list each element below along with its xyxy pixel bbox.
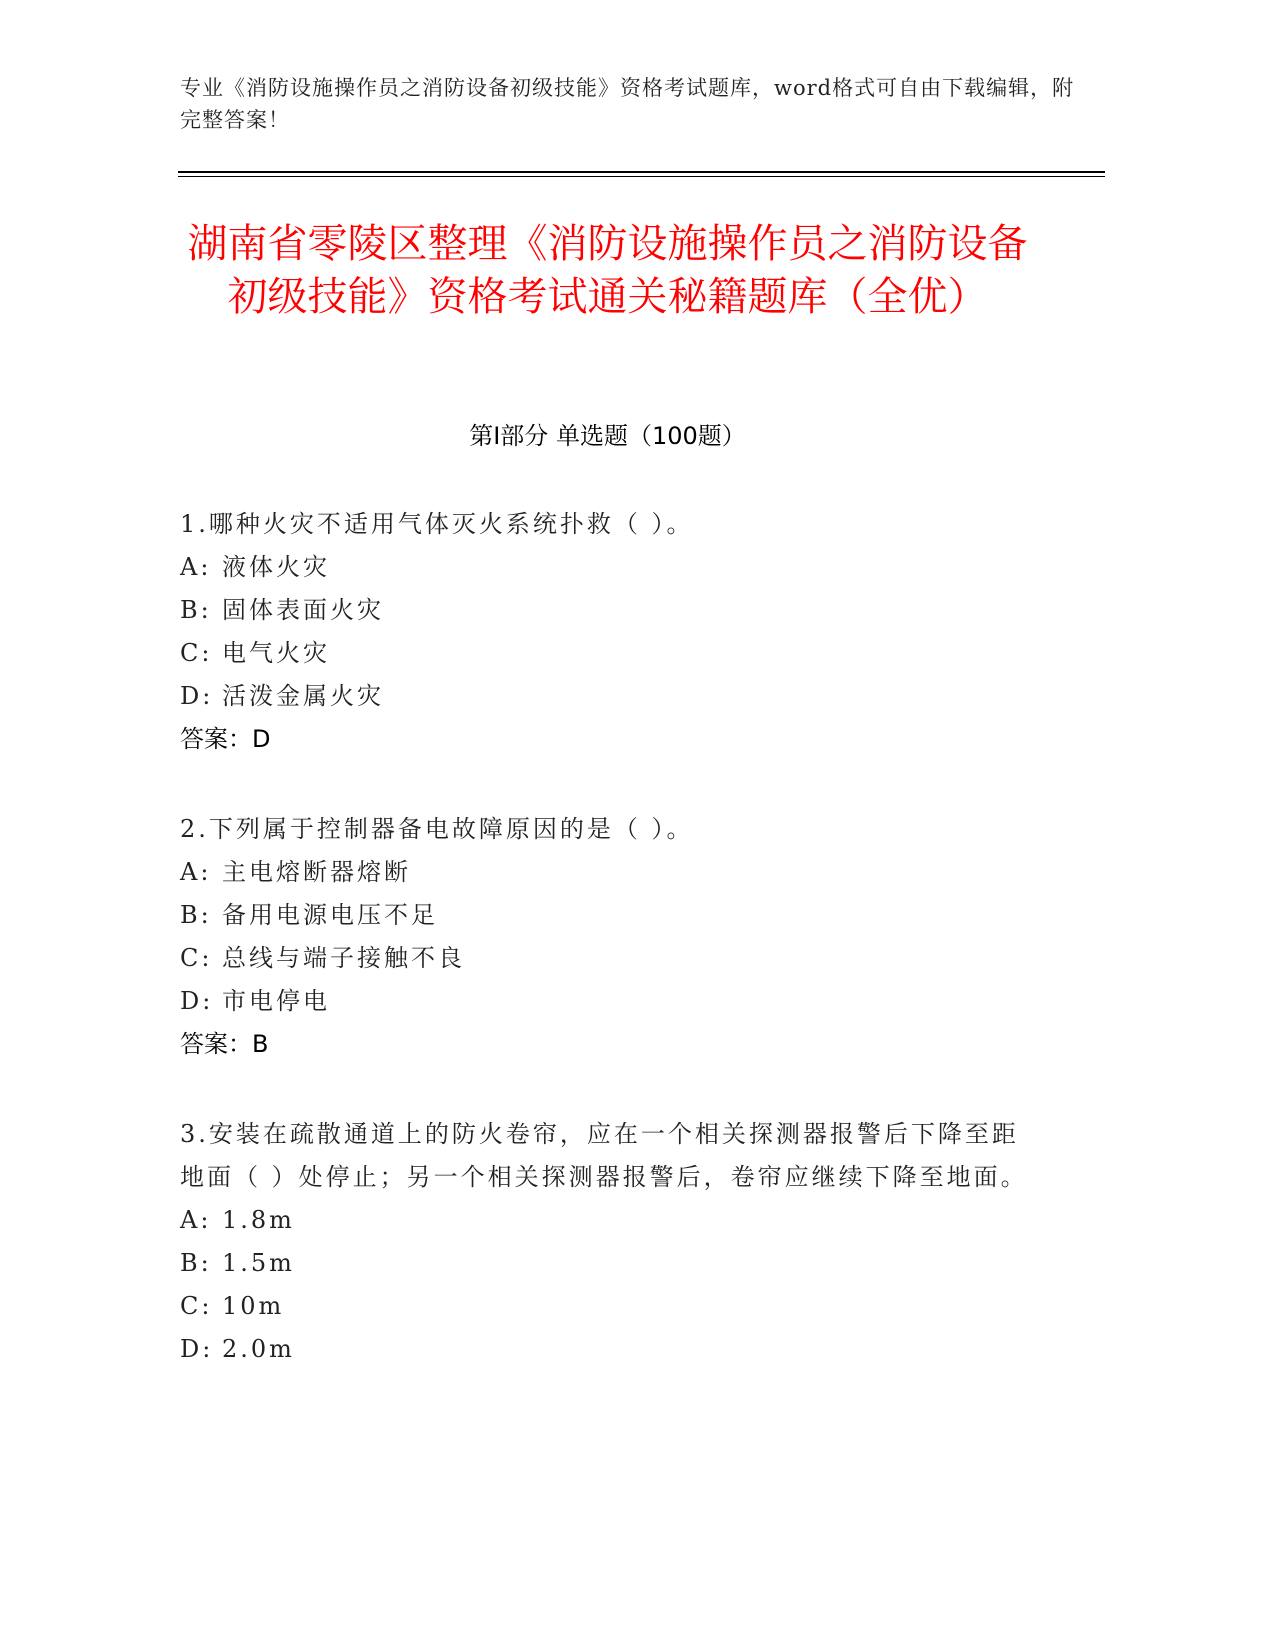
header-rule-thick bbox=[178, 171, 1105, 173]
option-letter: A: bbox=[180, 858, 212, 886]
option-letter: C: bbox=[180, 944, 213, 972]
option-text: 主电熔断器熔断 bbox=[222, 858, 411, 886]
option-a bbox=[180, 851, 1040, 894]
option-letter: A: bbox=[180, 553, 212, 581]
option-letter: A: bbox=[180, 1206, 212, 1234]
option-text: 1.5m bbox=[222, 1249, 295, 1277]
option-text: 2.0m bbox=[222, 1335, 295, 1363]
question-3 bbox=[180, 1113, 1040, 1371]
question-stem: 1.哪种火灾不适用气体灭火系统扑救（ ）。 bbox=[180, 510, 694, 538]
option-letter: C: bbox=[180, 639, 213, 667]
option-d bbox=[180, 675, 1040, 718]
header-note: 专业《消防设施操作员之消防设备初级技能》资格考试题库，word格式可自由下载编辑，附完整答案！ bbox=[180, 76, 1075, 132]
header-rule-thin bbox=[178, 176, 1105, 177]
option-text: 固体表面火灾 bbox=[222, 596, 384, 624]
option-d bbox=[180, 1328, 1040, 1371]
section-heading: 第Ⅰ部分 单选题（100题） bbox=[469, 422, 746, 450]
question-stem: 2.下列属于控制器备电故障原因的是（ ）。 bbox=[180, 815, 694, 843]
option-a bbox=[180, 546, 1040, 589]
option-b bbox=[180, 894, 1040, 937]
option-text: 备用电源电压不足 bbox=[222, 901, 438, 929]
option-letter: D: bbox=[180, 987, 214, 1015]
option-text: 10m bbox=[222, 1292, 285, 1320]
question-1 bbox=[180, 503, 1040, 761]
option-letter: B: bbox=[180, 596, 212, 624]
option-letter: B: bbox=[180, 901, 212, 929]
option-text: 液体火灾 bbox=[222, 553, 330, 581]
question-stem: 3.安装在疏散通道上的防火卷帘，应在一个相关探测器报警后下降至距地面（ ）处停止；另一个相关探测器报警后，卷帘应继续下降至地面。 bbox=[180, 1120, 1028, 1191]
option-b bbox=[180, 1242, 1040, 1285]
option-text: 活泼金属火灾 bbox=[222, 682, 384, 710]
question-2 bbox=[180, 808, 1040, 1066]
document-title: 湖南省零陵区整理《消防设施操作员之消防设备初级技能》资格考试通关秘籍题库（全优） bbox=[187, 221, 1028, 320]
option-letter: D: bbox=[180, 1335, 214, 1363]
option-c bbox=[180, 1285, 1040, 1328]
option-a bbox=[180, 1199, 1040, 1242]
option-letter: C: bbox=[180, 1292, 213, 1320]
option-text: 市电停电 bbox=[222, 987, 330, 1015]
option-c bbox=[180, 937, 1040, 980]
option-letter: B: bbox=[180, 1249, 212, 1277]
option-b bbox=[180, 589, 1040, 632]
option-letter: D: bbox=[180, 682, 214, 710]
option-text: 1.8m bbox=[222, 1206, 295, 1234]
option-d bbox=[180, 980, 1040, 1023]
option-c bbox=[180, 632, 1040, 675]
answer-line: 答案：B bbox=[180, 1030, 269, 1058]
option-text: 电气火灾 bbox=[222, 639, 330, 667]
answer-line: 答案：D bbox=[180, 725, 271, 753]
option-text: 总线与端子接触不良 bbox=[222, 944, 465, 972]
